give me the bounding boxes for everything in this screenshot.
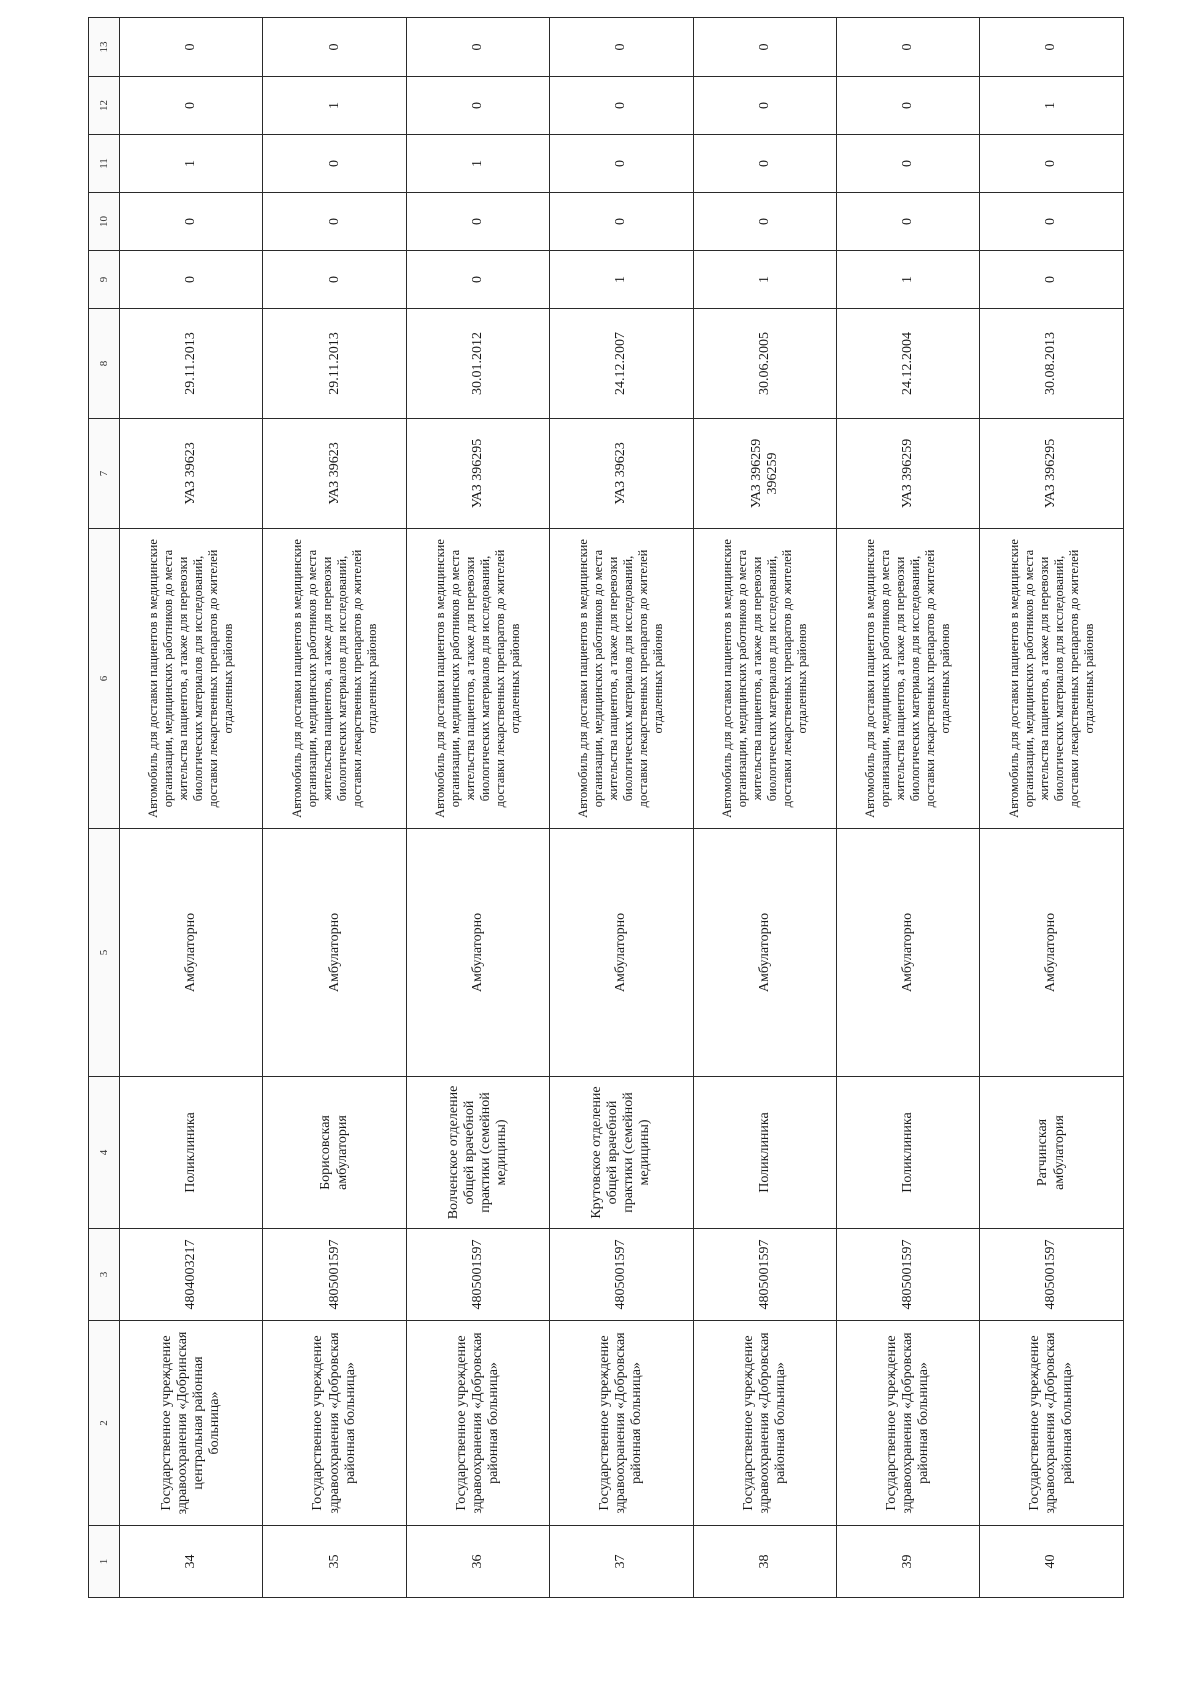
- vehicle-model: УАЗ 396259 396259: [693, 419, 836, 529]
- col12-value: 1: [263, 77, 406, 135]
- subdivision: Поликлиника: [120, 1077, 263, 1229]
- subdivision: Поликлиника: [836, 1077, 979, 1229]
- col13-value: 0: [980, 18, 1123, 77]
- inn: 4805001597: [836, 1229, 979, 1321]
- organization-name: Государственное учреждение здравоохранения «Добровская районная больница»: [406, 1321, 549, 1526]
- col11-value: 0: [693, 135, 836, 193]
- care-type: Амбулаторно: [980, 829, 1123, 1077]
- column-number: 8: [89, 309, 120, 419]
- table-row: [693, 18, 836, 1598]
- col12-value: 0: [120, 77, 263, 135]
- col11-value: 0: [980, 135, 1123, 193]
- col10-value: 0: [120, 193, 263, 251]
- col13-value: 0: [693, 18, 836, 77]
- care-type: Амбулаторно: [693, 829, 836, 1077]
- column-number: 1: [89, 1526, 120, 1598]
- row-number: 37: [550, 1526, 693, 1598]
- inn: 4805001597: [406, 1229, 549, 1321]
- col9-value: 1: [836, 251, 979, 309]
- col13-value: 0: [120, 18, 263, 77]
- column-number: 5: [89, 829, 120, 1077]
- col10-value: 0: [836, 193, 979, 251]
- vehicle-table: [88, 17, 1124, 1598]
- date: 24.12.2007: [550, 309, 693, 419]
- organization-name: Государственное учреждение здравоохранения «Добровская районная больница»: [836, 1321, 979, 1526]
- column-number: 7: [89, 419, 120, 529]
- vehicle-model: УАЗ 39623: [120, 419, 263, 529]
- col12-value: 0: [406, 77, 549, 135]
- subdivision: Волченское отделение общей врачебной практики (семейной медицины): [406, 1077, 549, 1229]
- date: 29.11.2013: [263, 309, 406, 419]
- col9-value: 1: [693, 251, 836, 309]
- inn: 4805001597: [263, 1229, 406, 1321]
- subdivision: Поликлиника: [693, 1077, 836, 1229]
- col13-value: 0: [550, 18, 693, 77]
- organization-name: Государственное учреждение здравоохранения «Добровская районная больница»: [550, 1321, 693, 1526]
- date: 29.11.2013: [120, 309, 263, 419]
- organization-name: Государственное учреждение здравоохранения «Добровская районная больница»: [980, 1321, 1123, 1526]
- row-number: 40: [980, 1526, 1123, 1598]
- col9-value: 1: [550, 251, 693, 309]
- vehicle-model: УАЗ 39623: [550, 419, 693, 529]
- care-type: Амбулаторно: [550, 829, 693, 1077]
- col11-value: 0: [550, 135, 693, 193]
- vehicle-purpose: Автомобиль для доставки пациентов в медицинские организации, медицинских работников до места жительства пациентов, а также для перевозки биологических материалов для исследований, доставки лекарственных препаратов до жителей отдаленных районов: [120, 529, 263, 829]
- column-number: 11: [89, 135, 120, 193]
- col11-value: 0: [836, 135, 979, 193]
- col9-value: 0: [263, 251, 406, 309]
- subdivision: Крутовское отделение общей врачебной практики (семейной медицины): [550, 1077, 693, 1229]
- col10-value: 0: [263, 193, 406, 251]
- column-number: 10: [89, 193, 120, 251]
- row-number: 34: [120, 1526, 263, 1598]
- table-row: [980, 18, 1123, 1598]
- table-row: [263, 18, 406, 1598]
- col12-value: 0: [550, 77, 693, 135]
- col10-value: 0: [550, 193, 693, 251]
- col13-value: 0: [263, 18, 406, 77]
- vehicle-purpose: Автомобиль для доставки пациентов в медицинские организации, медицинских работников до места жительства пациентов, а также для перевозки биологических материалов для исследований, доставки лекарственных препаратов до жителей отдаленных районов: [550, 529, 693, 829]
- column-number: 13: [89, 18, 120, 77]
- vehicle-model: УАЗ 396295: [980, 419, 1123, 529]
- date: 24.12.2004: [836, 309, 979, 419]
- col12-value: 0: [693, 77, 836, 135]
- vehicle-purpose: Автомобиль для доставки пациентов в медицинские организации, медицинских работников до места жительства пациентов, а также для перевозки биологических материалов для исследований, доставки лекарственных препаратов до жителей отдаленных районов: [980, 529, 1123, 829]
- organization-name: Государственное учреждение здравоохранения «Добровская районная больница»: [263, 1321, 406, 1526]
- vehicle-purpose: Автомобиль для доставки пациентов в медицинские организации, медицинских работников до места жительства пациентов, а также для перевозки биологических материалов для исследований, доставки лекарственных препаратов до жителей отдаленных районов: [836, 529, 979, 829]
- inn: 4805001597: [693, 1229, 836, 1321]
- table-row: [550, 18, 693, 1598]
- vehicle-model: УАЗ 396259: [836, 419, 979, 529]
- date: 30.06.2005: [693, 309, 836, 419]
- care-type: Амбулаторно: [406, 829, 549, 1077]
- column-number: 4: [89, 1077, 120, 1229]
- date: 30.01.2012: [406, 309, 549, 419]
- care-type: Амбулаторно: [120, 829, 263, 1077]
- col9-value: 0: [980, 251, 1123, 309]
- col13-value: 0: [836, 18, 979, 77]
- inn: 4805001597: [980, 1229, 1123, 1321]
- col12-value: 0: [836, 77, 979, 135]
- col11-value: 1: [120, 135, 263, 193]
- col10-value: 0: [693, 193, 836, 251]
- vehicle-purpose: Автомобиль для доставки пациентов в медицинские организации, медицинских работников до места жительства пациентов, а также для перевозки биологических материалов для исследований, доставки лекарственных препаратов до жителей отдаленных районов: [693, 529, 836, 829]
- row-number: 36: [406, 1526, 549, 1598]
- vehicle-model: УАЗ 39623: [263, 419, 406, 529]
- subdivision: Борисовская амбулатория: [263, 1077, 406, 1229]
- vehicle-model: УАЗ 396295: [406, 419, 549, 529]
- row-number: 39: [836, 1526, 979, 1598]
- table-row: [406, 18, 549, 1598]
- table-row: [120, 18, 263, 1598]
- col13-value: 0: [406, 18, 549, 77]
- col9-value: 0: [120, 251, 263, 309]
- column-number: 9: [89, 251, 120, 309]
- care-type: Амбулаторно: [836, 829, 979, 1077]
- table-row: [836, 18, 979, 1598]
- column-number: 2: [89, 1321, 120, 1526]
- row-number: 35: [263, 1526, 406, 1598]
- care-type: Амбулаторно: [263, 829, 406, 1077]
- col11-value: 1: [406, 135, 549, 193]
- column-number: 6: [89, 529, 120, 829]
- vehicle-purpose: Автомобиль для доставки пациентов в медицинские организации, медицинских работников до места жительства пациентов, а также для перевозки биологических материалов для исследований, доставки лекарственных препаратов до жителей отдаленных районов: [263, 529, 406, 829]
- vehicle-purpose: Автомобиль для доставки пациентов в медицинские организации, медицинских работников до места жительства пациентов, а также для перевозки биологических материалов для исследований, доставки лекарственных препаратов до жителей отдаленных районов: [406, 529, 549, 829]
- rotated-table-wrapper: [88, 41, 1118, 1598]
- date: 30.08.2013: [980, 309, 1123, 419]
- col10-value: 0: [406, 193, 549, 251]
- inn: 4804003217: [120, 1229, 263, 1321]
- column-number: 3: [89, 1229, 120, 1321]
- col9-value: 0: [406, 251, 549, 309]
- organization-name: Государственное учреждение здравоохранения «Добровская районная больница»: [693, 1321, 836, 1526]
- organization-name: Государственное учреждение здравоохранения «Добринская центральная районная больница»: [120, 1321, 263, 1526]
- inn: 4805001597: [550, 1229, 693, 1321]
- col10-value: 0: [980, 193, 1123, 251]
- col11-value: 0: [263, 135, 406, 193]
- column-number-row: [89, 18, 120, 1598]
- subdivision: Ратчинская амбулатория: [980, 1077, 1123, 1229]
- row-number: 38: [693, 1526, 836, 1598]
- col12-value: 1: [980, 77, 1123, 135]
- column-number: 12: [89, 77, 120, 135]
